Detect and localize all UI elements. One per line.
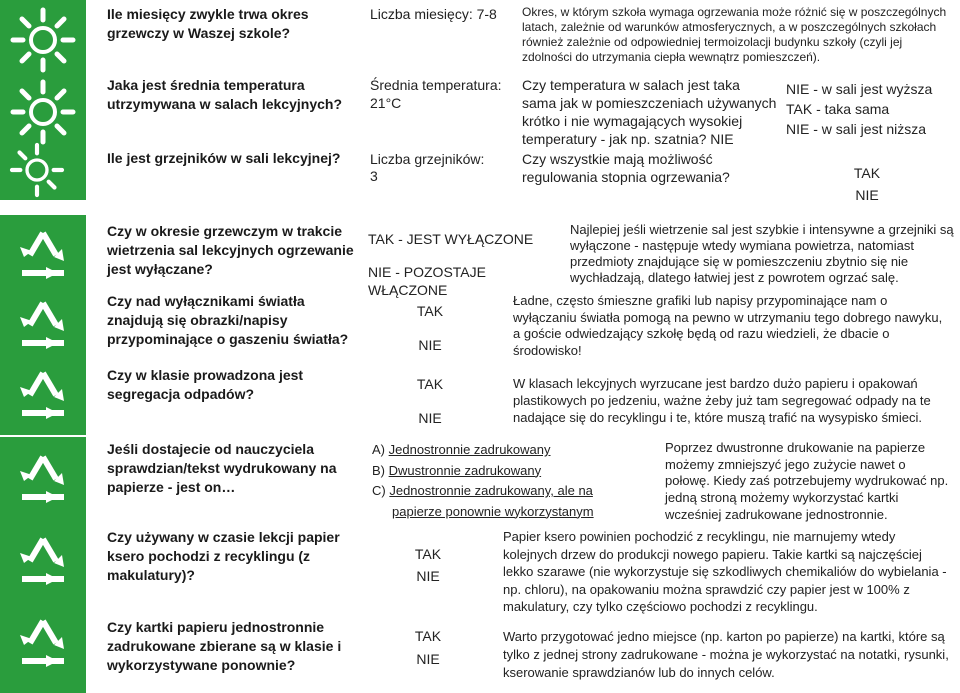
recycle-icon [10,297,76,357]
sun-icon [7,4,79,76]
option-c-cont: papierze ponownie wykorzystanym [392,503,594,519]
answer-heating-months[interactable]: Liczba miesięcy: 7-8 [370,6,497,22]
option-no[interactable]: NIE [418,337,442,353]
option-lower[interactable]: NIE - w sali jest niższa [786,121,927,137]
sidebar-heating [0,0,86,200]
question-waste-sorting: Czy w klasie prowadzona jest segregacja odpadów? [107,367,304,402]
options-reuse-pages [398,627,458,668]
option-yes[interactable]: TAK [414,546,442,562]
option-no[interactable]: NIE [416,651,440,667]
recycle-icon [10,533,76,593]
option-b[interactable]: B) Dwustronnie zadrukowany [372,462,542,478]
note-heating-period: Okres, w którym szkoła wymaga ogrzewania może różnić się w poszczególnych latach, zależnie od warunków atmosferycznych, a w poszczególnych szkołach również zależnie od odpowiedniej termoizolacji budynku szkoły (czyli jej zdolności do utrzymania ciepła wewnątrz pomieszczeń). [522,5,947,64]
option-yes[interactable]: TAK [416,303,444,319]
question-avg-temperature: Jaka jest średnia temperatura utrzymywana w salach lekcyjnych? [107,77,342,112]
recycle-icon [10,451,76,511]
answer-radiators-label: Liczba grzejników: [370,151,485,167]
option-no[interactable]: NIE [418,410,442,426]
option-higher[interactable]: NIE - w sali jest wyższa [786,81,933,97]
options-ventilation [368,230,558,299]
answer-temperature-value[interactable]: 21°C [370,95,402,111]
recycle-icon [10,367,76,427]
option-c[interactable]: C) Jednostronnie zadrukowany, ale na [372,483,593,498]
option-heating-off[interactable]: TAK - JEST WYŁĄCZONE [368,231,534,247]
note-light-switch: Ładne, często śmieszne grafiki lub napisy przypominające nam o wyłączaniu światła pomogą na pewno w utrzymaniu tego dobrego nawyku, a goście odwiedzający szkołę będą od razu wiedzieli, że dbacie o środowisko! [513,293,943,358]
sun-icon [7,76,79,148]
note-print-type: Poprzez dwustronne drukowanie na papierze możemy zmniejszyć jego zużycie nawet o połowę. Kiedy zaś potrzebujemy wydrukować np. jedną stroną możemy wykorzystać kartki wcześniej zadrukowane jednostronnie. [665,440,949,522]
note-temperature: Czy temperatura w salach jest taka sama jak w pomieszczeniach używanych krótko i nie wymagających wysokiej temperatury - jak np. szatnia? NIE [522,77,777,147]
note-radiators: Czy wszystkie mają możliwość regulowania stopnia ogrzewania? [522,151,730,185]
question-reuse-pages: Czy kartki papieru jednostronnie zadrukowane zbierane są w klasie i wykorzystywane ponownie? [107,619,342,673]
question-heating-months: Ile miesięcy zwykle trwa okres grzewczy w Waszej szkole? [107,6,309,41]
question-light-switch: Czy nad wyłącznikami światła znajdują się obrazki/napisy przypominające o gaszeniu światła? [107,293,349,347]
question-radiators: Ile jest grzejników w sali lekcyjnej? [107,150,341,166]
option-yes[interactable]: TAK [416,376,444,392]
note-ventilation: Najlepiej jeśli wietrzenie sal jest szybkie i intensywne a grzejniki są wyłączone - następuje wtedy wymiana powietrza, natomiast przedmioty znajdujące się w pomieszczeniu zbytnio się nie wychładzają, dlatego łatwiej jest z powrotem ogrzać salę. [570,222,954,285]
recycle-icon [10,227,76,287]
option-a[interactable]: A) Jednostronnie zadrukowany [372,442,551,457]
answer-temperature-label: Średnia temperatura: [370,77,502,93]
option-yes[interactable]: TAK [853,165,881,181]
question-recycled-paper: Czy używany w czasie lekcji papier ksero pochodzi z recyklingu (z makulatury)? [107,529,340,583]
options-temperature [786,80,956,138]
sun-icon [7,140,67,200]
note-recycled-paper: Papier ksero powinien pochodzić z recyklingu, nie marnujemy wtedy kolejnych drzew do produkcji nowego papieru. Takie kartki są najczęściej lekko szarawe (nie wykorzystuje się szkodliwych chemikaliów do wybielania -np. chloru), na opakowaniu można sprawdzić czy papier jest w 100% z makulatury, czy tylko częściowo pochodzi z recyklingu. [503,529,947,614]
options-radiators [832,164,902,204]
note-reuse-pages: Warto przygotować jedno miejsce (np. karton po papierze) na kartki, które są tylko z jednej strony zadrukowane - można je wykorzystać na notatki, rysunki, kserowanie sprawdzianów lub do innych celów. [503,629,949,680]
answer-radiators-value[interactable]: 3 [370,168,378,184]
option-heating-on[interactable]: NIE - POZOSTAJE WŁĄCZONE [368,264,486,298]
option-same[interactable]: TAK - taka sama [786,101,890,117]
question-ventilation: Czy w okresie grzewczym w trakcie wietrzenia sal lekcyjnych ogrzewanie jest wyłączane? [107,223,354,277]
options-waste-sorting [400,375,460,427]
sidebar-paper [0,437,86,693]
question-print-type: Jeśli dostajecie od nauczyciela sprawdzian/tekst wydrukowany na papierze - jest on… [107,441,337,495]
option-no[interactable]: NIE [855,187,879,203]
recycle-icon [10,615,76,675]
note-waste-sorting: W klasach lekcyjnych wyrzucane jest bardzo dużo papieru i opakowań plastikowych po jedzeniu, ważne żeby już tam segregować odpady na te nadające się do recyklingu i te, które muszą trafić na wysypisko śmieci. [513,376,931,425]
option-no[interactable]: NIE [416,568,440,584]
options-recycled-paper [398,545,458,585]
option-yes[interactable]: TAK [414,628,442,644]
options-light-switch [400,302,460,354]
options-print-type [372,440,652,522]
sidebar-energy [0,215,86,435]
